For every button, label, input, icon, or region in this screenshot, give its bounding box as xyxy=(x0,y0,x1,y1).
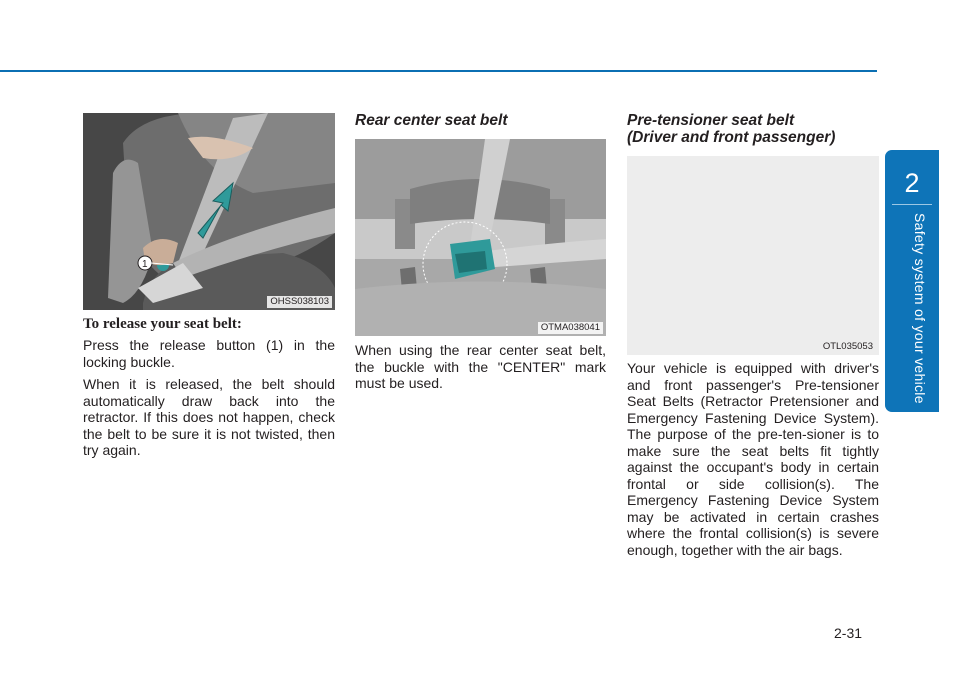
release-paragraph-1: Press the release button (1) in the locking buckle. xyxy=(83,337,335,370)
header-rule xyxy=(0,70,877,72)
figure-rear-center-belt xyxy=(355,139,606,336)
figure-pretensioner xyxy=(627,156,879,355)
pretensioner-paragraph: Your vehicle is equipped with driver's and front passenger's Pre-tensioner Seat Belts (Retractor Pretensioner and Emergency Fastening Device System). The purpose of the pre-ten-sioner is to make sure the seat belts fit tightly against the occupant's body in certain frontal or side collision(s). The Emergency Fastening Device System may be activated in certain crashes where the frontal collision(s) is severe enough, together with the air bags. xyxy=(627,360,879,558)
figure-code: OTMA038041 xyxy=(538,322,603,334)
rear-center-paragraph: When using the rear center seat belt, the buckle with the "CENTER" mark must be used. xyxy=(355,342,606,391)
pretensioner-heading-line1: Pre-tensioner seat belt xyxy=(627,112,795,129)
pretensioner-heading-line2: (Driver and front passenger) xyxy=(627,129,836,146)
rear-center-belt-illustration xyxy=(355,139,606,336)
chapter-title: Safety system of your vehicle xyxy=(912,213,928,404)
seat-belt-release-illustration xyxy=(83,113,335,310)
chapter-tab[interactable] xyxy=(885,150,939,412)
callout-1: 1 xyxy=(142,259,148,270)
figure-release-seat-belt xyxy=(83,113,335,310)
chapter-number: 2 xyxy=(904,168,920,198)
figure-code: OTL035053 xyxy=(822,341,873,352)
page-number: 2-31 xyxy=(834,625,863,641)
release-paragraph-2: When it is released, the belt should automatically draw back into the retractor. If this does not happen, check the belt to be sure it is not twisted, then try again. xyxy=(83,376,335,458)
chapter-tab-divider xyxy=(892,204,932,205)
rear-center-heading: Rear center seat belt xyxy=(355,112,508,129)
figure-code: OHSS038103 xyxy=(267,296,332,308)
release-heading: To release your seat belt: xyxy=(83,316,242,332)
